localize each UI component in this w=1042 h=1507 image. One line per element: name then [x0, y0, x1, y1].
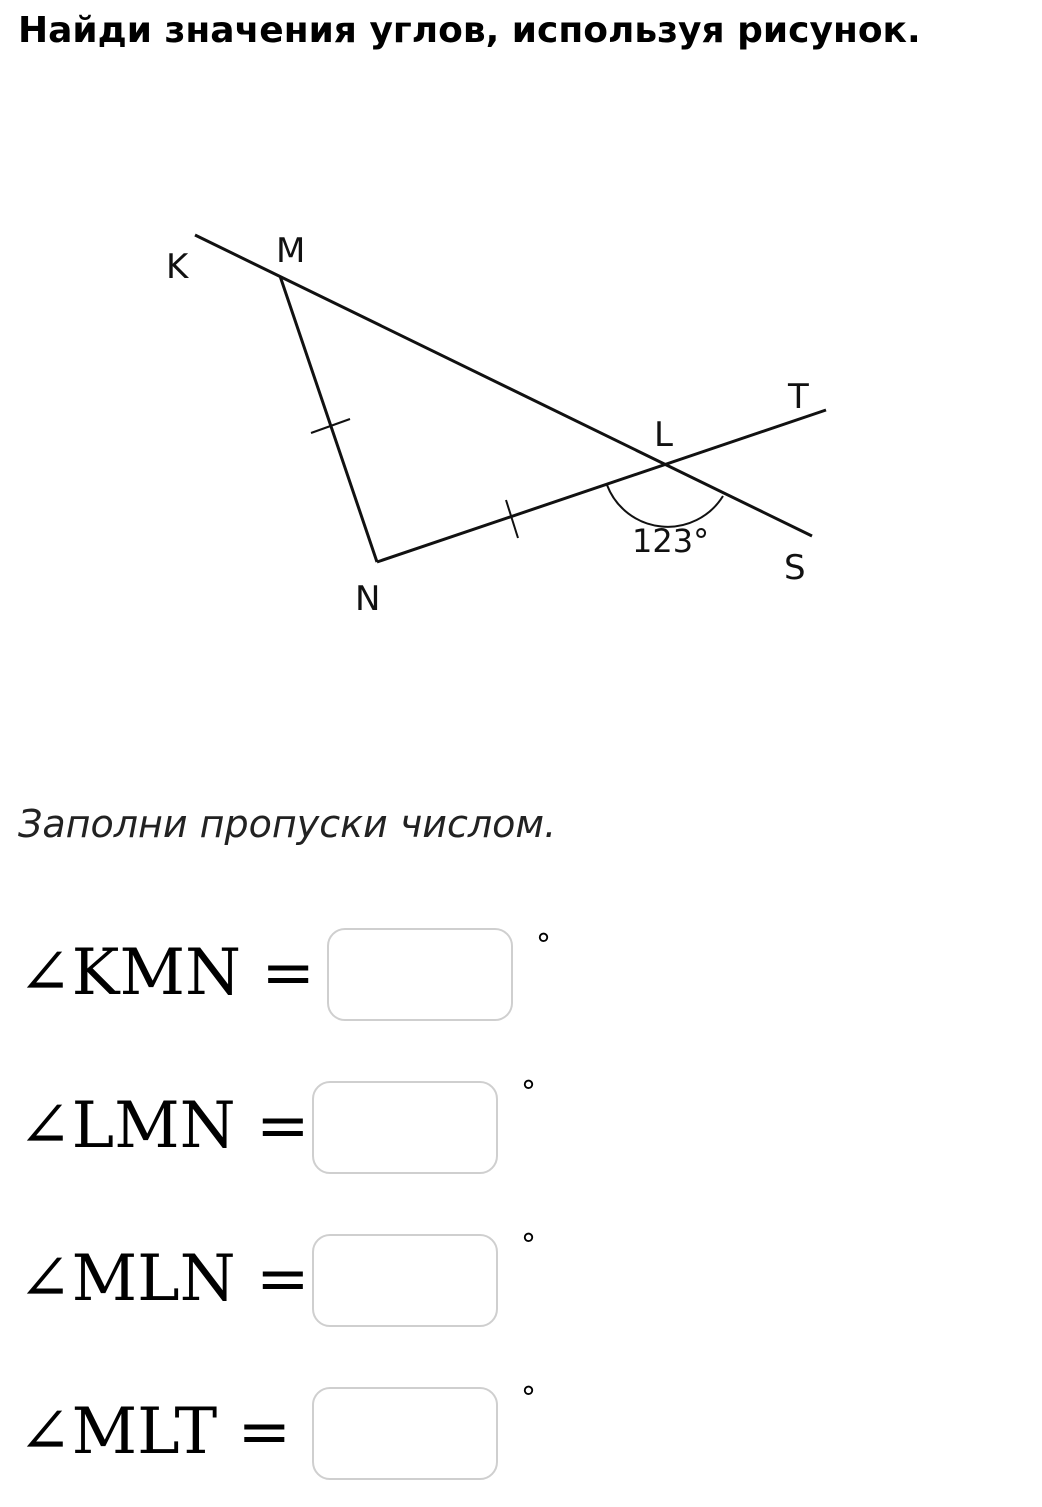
instruction-text: Заполни пропуски числом.	[18, 802, 557, 846]
angle-mlt-label: ∠MLT =	[18, 1395, 292, 1469]
geometry-figure	[0, 0, 1042, 700]
angle-kmn-input[interactable]	[327, 928, 513, 1021]
degree-symbol: °	[521, 1381, 536, 1416]
point-label-s: S	[784, 548, 806, 588]
line-kms	[195, 235, 812, 536]
angle-mlt-input[interactable]	[312, 1387, 498, 1480]
answer-row-mlt	[18, 1381, 638, 1482]
angle-value-label: 123°	[632, 522, 710, 560]
angle-kmn-label: ∠KMN =	[18, 936, 315, 1010]
answer-row-kmn	[18, 928, 638, 1023]
task-title: Найди значения углов, используя рисунок.	[18, 10, 921, 51]
answer-row-lmn	[18, 1075, 638, 1176]
point-label-k: K	[166, 247, 189, 287]
point-label-m: M	[276, 231, 306, 271]
point-label-t: T	[788, 377, 809, 417]
answer-row-mln	[18, 1228, 638, 1329]
degree-symbol: °	[521, 1228, 536, 1263]
angle-arc	[607, 485, 723, 527]
degree-symbol: °	[536, 928, 551, 963]
segment-mn	[280, 276, 377, 562]
angle-mln-input[interactable]	[312, 1234, 498, 1327]
point-label-n: N	[355, 579, 381, 619]
angle-lmn-label: ∠LMN =	[18, 1089, 310, 1163]
angle-lmn-input[interactable]	[312, 1081, 498, 1174]
angle-mln-label: ∠MLN =	[18, 1242, 310, 1316]
point-label-l: L	[654, 415, 673, 455]
degree-symbol: °	[521, 1075, 536, 1110]
